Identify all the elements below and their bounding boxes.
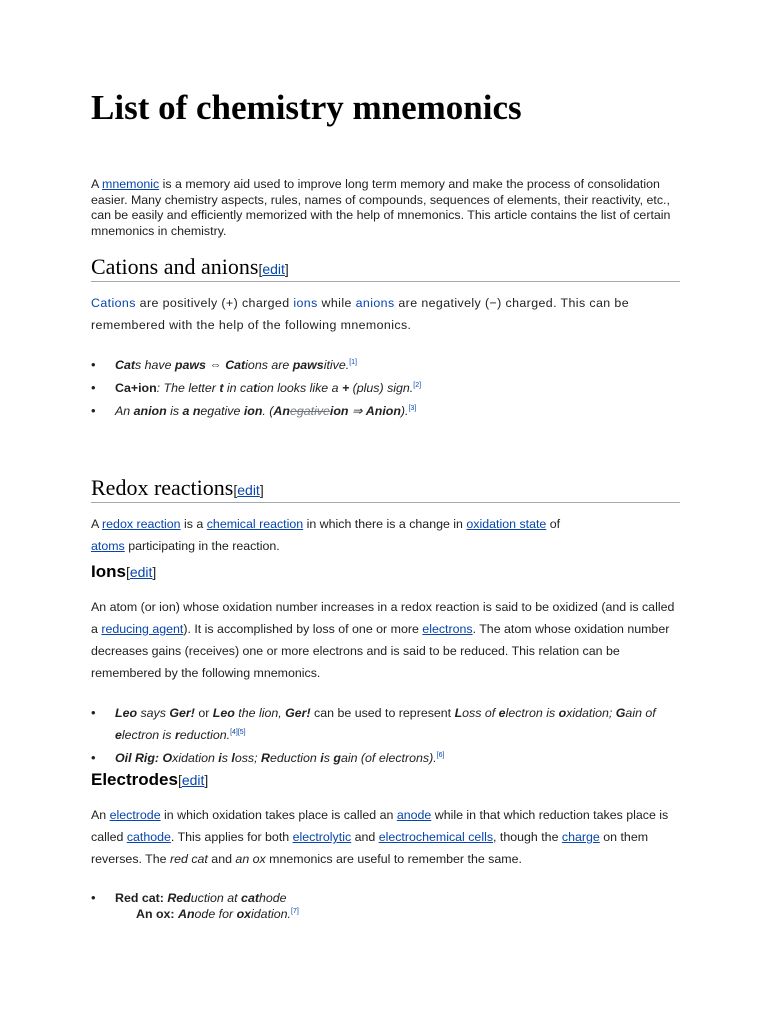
redox-reaction-link[interactable]: redox reaction [102, 517, 181, 531]
redox-heading-text: Redox reactions [91, 475, 234, 500]
page-title: List of chemistry mnemonics [91, 88, 522, 127]
section-heading-cations [91, 254, 680, 282]
electrochemical-cells-link[interactable]: electrochemical cells [378, 830, 494, 844]
edit-section-electrodes: [edit] [177, 772, 209, 788]
cations-mnemonics-list [91, 354, 681, 423]
cations-link[interactable]: Cations [91, 296, 136, 310]
cations-heading-text: Cations and anions [91, 254, 259, 279]
mnemonic-link[interactable]: mnemonic [102, 177, 160, 191]
oxidation-state-link[interactable]: oxidation state [466, 517, 547, 531]
section-heading-ions [91, 562, 156, 582]
intro-text-2: is a memory aid used to improve long term memory and make the process of consolidation easier. Many chemistry aspects, rules, names of compounds, sequences of elements, their reactivity, etc., can be easily and efficiently memorized with the help of mnemonics. This article contains the list of certain mnemonics in chemistry. [91, 177, 671, 238]
list-item: • Red cat: Reduction at cathode An ox: Anode for oxidation.[7] [91, 890, 681, 922]
citation-2[interactable]: [2] [413, 381, 422, 389]
ions-mnemonics-list [91, 702, 681, 770]
electrodes-heading-text: Electrodes [91, 770, 178, 789]
ions-link[interactable]: ions [293, 296, 318, 310]
citation-3[interactable]: [3] [408, 404, 417, 412]
list-item: • Leo says Ger! or Leo the lion, Ger! can be used to represent Loss of electron is oxidation; Gain of electron is reduction.[4][5] [91, 702, 681, 746]
electrons-link[interactable]: electrons [422, 622, 473, 636]
electrodes-paragraph: An electrode in which oxidation takes place is called an anode while in that which reduction takes place is called cathode. This applies for both electrolytic and electrochemical cells, though the charge on them reverses. The red cat and an ox mnemonics are useful to remember the same. [91, 808, 669, 866]
list-item: • Cats have paws ⇔ Cations are pawsitive.[1] [91, 354, 681, 376]
section-heading-redox [91, 475, 680, 503]
edit-link-redox[interactable]: edit [237, 482, 260, 498]
anode-link[interactable]: anode [396, 808, 432, 822]
list-item-second-line: An ox: Anode for oxidation.[7] [136, 907, 299, 921]
electrode-link[interactable]: electrode [109, 808, 161, 822]
list-item: • Ca+ion: The letter t in cation looks like a + (plus) sign.[2] [91, 377, 681, 399]
citation-4-5[interactable]: [4][5] [230, 728, 246, 736]
cations-paragraph: Cations are positively (+) charged ions while anions are negatively (−) charged. This can be remembered with the help of the following mnemonics. [91, 296, 629, 332]
ions-paragraph: An atom (or ion) whose oxidation number increases in a redox reaction is said to be oxidized (and is called a reducing agent). It is accomplished by loss of one or more electrons. The atom whose oxidation number decreases gains (receives) one or more electrons and is said to be reduced. This relation can be remembered by the following mnemonics. [91, 600, 675, 680]
citation-7[interactable]: [7] [291, 907, 299, 915]
ions-heading-text: Ions [91, 562, 126, 581]
redox-paragraph: A redox reaction is a chemical reaction in which there is a change in oxidation state of atoms participating in the reaction. [91, 517, 561, 553]
edit-link-electrodes[interactable]: edit [181, 772, 205, 788]
edit-link-cations[interactable]: edit [262, 261, 285, 277]
citation-6[interactable]: [6] [436, 751, 445, 759]
charge-link[interactable]: charge [561, 830, 600, 844]
cathode-link[interactable]: cathode [126, 830, 171, 844]
chemical-reaction-link[interactable]: chemical reaction [206, 517, 304, 531]
list-item: • An anion is a negative ion. (Anegativeion ⇒ Anion).[3] [91, 400, 681, 422]
edit-section-redox: [edit] [233, 482, 264, 498]
electrodes-mnemonics-list [91, 890, 681, 923]
intro-text-1: A [91, 177, 103, 191]
reducing-agent-link[interactable]: reducing agent [101, 622, 184, 636]
citation-1[interactable]: [1] [349, 358, 357, 366]
list-item: • Oil Rig: Oxidation is loss; Reduction is gain (of electrons).[6] [91, 747, 681, 769]
edit-link-ions[interactable]: edit [129, 564, 153, 580]
intro-paragraph [91, 177, 681, 239]
section-heading-electrodes [91, 770, 208, 790]
electrolytic-link[interactable]: electrolytic [292, 830, 352, 844]
edit-section-cations: [edit] [258, 261, 289, 277]
atoms-link[interactable]: atoms [91, 539, 125, 553]
edit-section-ions: [edit] [125, 564, 157, 580]
anions-link[interactable]: anions [355, 296, 395, 310]
